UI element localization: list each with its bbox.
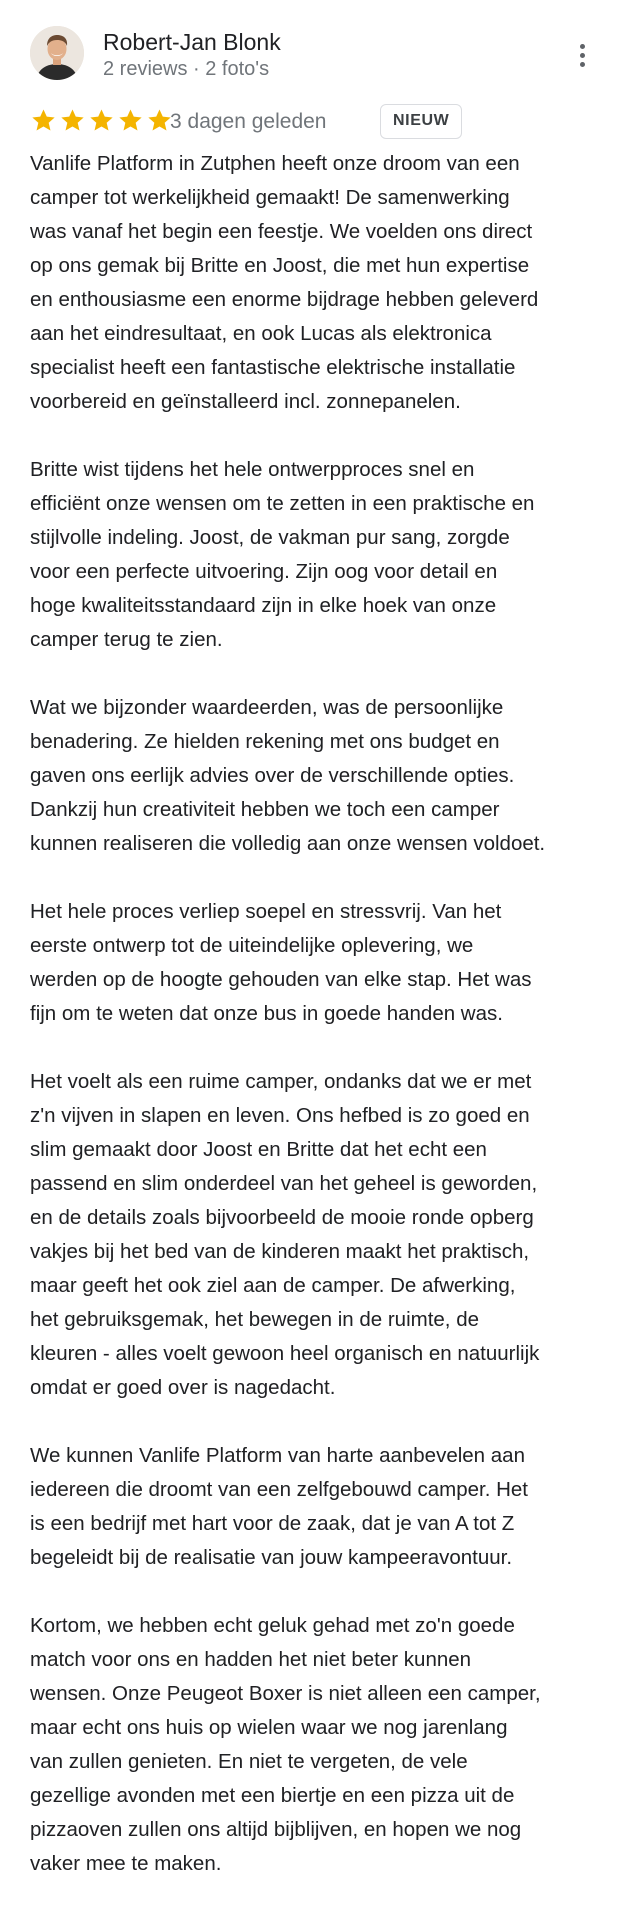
- review-line: We kunnen Vanlife Platform van harte aanbevelen aan: [30, 1444, 525, 1467]
- review-line: Britte wist tijdens het hele ontwerpproces snel en: [30, 458, 475, 481]
- star-icon: [146, 107, 173, 134]
- avatar-icon: [30, 26, 84, 80]
- review-line: Vanlife Platform in Zutphen heeft onze droom van een: [30, 152, 520, 175]
- review-line: fijn om te weten dat onze bus in goede handen was.: [30, 1002, 503, 1025]
- review-line: maar echt ons huis op wielen waar we nog jarenlang: [30, 1716, 508, 1739]
- review-paragraph: [30, 895, 610, 1031]
- review-line: gezellige avonden met een biertje en een pizza uit de: [30, 1784, 515, 1807]
- review-line: camper tot werkelijkheid gemaakt! De samenwerking: [30, 186, 510, 209]
- review-line: omdat er goed over is nagedacht.: [30, 1376, 336, 1399]
- review-header: [30, 26, 600, 82]
- review-line: match voor ons en hadden het niet beter kunnen: [30, 1648, 472, 1671]
- review-line: voorbereid en geïnstalleerd incl. zonnepanelen.: [30, 390, 461, 413]
- review-line: kleuren - alles voelt gewoon heel organisch en natuurlijk: [30, 1342, 540, 1365]
- review-line: camper terug te zien.: [30, 628, 223, 651]
- star-icon: [88, 107, 115, 134]
- new-badge: NIEUW: [380, 104, 462, 139]
- review-line: en de details zoals bijvoorbeeld de mooie ronde opberg: [30, 1206, 534, 1229]
- star-icon: [59, 107, 86, 134]
- reviewer-avatar[interactable]: [30, 26, 84, 80]
- review-line: werden op de hoogte gehouden van elke stap. Het was: [30, 968, 532, 991]
- review-paragraph: [30, 1609, 610, 1881]
- review-line: het gebruiksgemak, het bewegen in de ruimte, de: [30, 1308, 479, 1331]
- review-line: Dankzij hun creativiteit hebben we toch een camper: [30, 798, 500, 821]
- review-line: vakjes bij het bed van de kinderen maakt het praktisch,: [30, 1240, 530, 1263]
- review-paragraph: [30, 1439, 610, 1575]
- review-line: Het voelt als een ruime camper, ondanks dat we er met: [30, 1070, 532, 1093]
- more-vert-icon-dot: [580, 53, 585, 58]
- review-line: en enthousiasme een enorme bijdrage hebben geleverd: [30, 288, 539, 311]
- review-line: pizzaoven zullen ons altijd bijblijven, en hopen we nog: [30, 1818, 522, 1841]
- review-line: gaven ons eerlijk advies over de verschillende opties.: [30, 764, 515, 787]
- review-line: efficiënt onze wensen om te zetten in een praktische en: [30, 492, 535, 515]
- review-line: Kortom, we hebben echt geluk gehad met zo'n goede: [30, 1614, 515, 1637]
- review-line: vaker mee te maken.: [30, 1852, 222, 1875]
- review-line: van zullen genieten. En niet te vergeten, de vele: [30, 1750, 468, 1773]
- star-icon: [117, 107, 144, 134]
- review-line: slim gemaakt door Joost en Britte dat het echt een: [30, 1138, 487, 1161]
- review-date: 3 dagen geleden: [170, 110, 327, 133]
- review-line: op ons gemak bij Britte en Joost, die met hun expertise: [30, 254, 530, 277]
- reviewer-meta: 2 reviews · 2 foto's: [103, 58, 270, 80]
- review-line: passend en slim onderdeel van het geheel is geworden,: [30, 1172, 538, 1195]
- review-paragraph: [30, 147, 610, 419]
- more-vert-icon: [580, 44, 585, 49]
- review-text: [30, 147, 610, 1915]
- review-line: wensen. Onze Peugeot Boxer is niet alleen een camper,: [30, 1682, 541, 1705]
- more-vert-icon-dot: [580, 62, 585, 67]
- review-paragraph: [30, 691, 610, 861]
- star-icon: [30, 107, 57, 134]
- review-line: stijlvolle indeling. Joost, de vakman pur sang, zorgde: [30, 526, 510, 549]
- review-paragraph: [30, 453, 610, 657]
- review-line: maar geeft het ook ziel aan de camper. De afwerking,: [30, 1274, 516, 1297]
- review-line: hoge kwaliteitsstandaard zijn in elke hoek van onze: [30, 594, 497, 617]
- review-line: was vanaf het begin een feestje. We voelden ons direct: [30, 220, 533, 243]
- review-line: z'n vijven in slapen en leven. Ons hefbed is zo goed en: [30, 1104, 530, 1127]
- review-line: eerste ontwerp tot de uiteindelijke oplevering, we: [30, 934, 474, 957]
- review-line: aan het eindresultaat, en ook Lucas als elektronica: [30, 322, 492, 345]
- review-line: begeleidt bij de realisatie van jouw kampeeravontuur.: [30, 1546, 513, 1569]
- review-line: benadering. Ze hielden rekening met ons budget en: [30, 730, 500, 753]
- rating-row: [30, 104, 600, 140]
- review-line: is een bedrijf met hart voor de zaak, dat je van A tot Z: [30, 1512, 515, 1535]
- review-line: specialist heeft een fantastische elektrische installatie: [30, 356, 516, 379]
- star-rating: [30, 107, 173, 137]
- review-line: Wat we bijzonder waardeerden, was de persoonlijke: [30, 696, 504, 719]
- review-paragraph: [30, 1065, 610, 1405]
- review-line: voor een perfecte uitvoering. Zijn oog voor detail en: [30, 560, 498, 583]
- review-line: iedereen die droomt van een zelfgebouwd camper. Het: [30, 1478, 529, 1501]
- more-options-button[interactable]: [570, 40, 594, 70]
- review-line: Het hele proces verliep soepel en stressvrij. Van het: [30, 900, 502, 923]
- review-line: kunnen realiseren die volledig aan onze wensen voldoet.: [30, 832, 546, 855]
- reviewer-name[interactable]: Robert-Jan Blonk: [103, 29, 281, 55]
